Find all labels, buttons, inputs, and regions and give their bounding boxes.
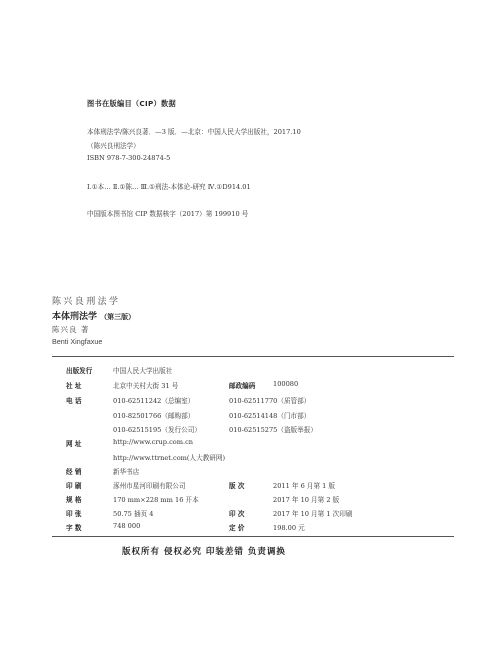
phone-left-1: 010-62511242（总编室） bbox=[113, 397, 195, 405]
website-1[interactable]: http://www.crup.com.cn bbox=[113, 438, 194, 446]
publisher-value: 中国人民大学出版社 bbox=[113, 367, 173, 375]
format-value: 170 mm×228 mm 16 开本 bbox=[113, 496, 199, 504]
impression-label: 印 次 bbox=[229, 510, 245, 518]
cip-isbn: ISBN 978-7-300-24874-5 bbox=[87, 154, 171, 162]
address-value: 北京中关村大街 31 号 bbox=[113, 382, 179, 390]
postcode-value: 100080 bbox=[273, 380, 299, 388]
word-count-value: 748 000 bbox=[113, 522, 141, 530]
printer-value: 涿州市星河印刷有限公司 bbox=[113, 482, 186, 490]
cip-heading: 图书在版编目（CIP）数据 bbox=[87, 99, 176, 108]
top-divider bbox=[52, 356, 454, 357]
address-label: 社 址 bbox=[66, 382, 82, 390]
book-edition: （第三版） bbox=[100, 313, 136, 321]
postcode-label: 邮政编码 bbox=[229, 382, 256, 390]
impression-value: 2017 年 10 月第 1 次印刷 bbox=[273, 510, 353, 518]
edition-label: 版 次 bbox=[229, 482, 245, 490]
bottom-divider bbox=[52, 536, 454, 537]
website-label: 网 址 bbox=[66, 440, 82, 448]
phone-right-2: 010-62514148（门市部） bbox=[229, 412, 311, 420]
book-title bbox=[52, 309, 135, 322]
cip-classification: Ⅰ.①本… Ⅱ.①陈… Ⅲ.①刑法-本体论-研究 Ⅳ.①D914.01 bbox=[87, 183, 251, 191]
price-value: 198.00 元 bbox=[273, 524, 305, 532]
phone-left-2: 010-82501766（邮购部） bbox=[113, 412, 195, 420]
copyright-slogan: 版权所有 侵权必究 印装差错 负责调换 bbox=[122, 547, 286, 557]
word-count-label: 字 数 bbox=[66, 524, 82, 532]
printer-label: 印 刷 bbox=[66, 482, 82, 490]
book-pinyin: Benti Xingfaxue bbox=[52, 337, 103, 346]
publisher-label: 出版发行 bbox=[66, 367, 93, 375]
sheets-value: 50.75 插页 4 bbox=[113, 510, 154, 518]
phone-right-3: 010-62515275（盗版举报） bbox=[229, 426, 317, 434]
phone-label: 电 话 bbox=[66, 397, 82, 405]
book-author: 陈兴良 著 bbox=[52, 325, 90, 334]
website-2[interactable]: http://www.ttrnet.com(人大教研网) bbox=[113, 454, 226, 462]
edition-first: 2011 年 6 月第 1 版 bbox=[273, 482, 336, 490]
edition-second: 2017 年 10 月第 2 版 bbox=[273, 496, 340, 504]
cip-line-1: 本体刑法学/陈兴良著．—3 版．—北京：中国人民大学出版社，2017.10 bbox=[87, 128, 301, 136]
book-title-text: 本体刑法学 bbox=[52, 312, 98, 322]
phone-left-3: 010-62515195（发行公司） bbox=[113, 426, 201, 434]
phone-right-1: 010-62511770（质管部） bbox=[229, 397, 311, 405]
series-name: 陈兴良刑法学 bbox=[52, 297, 121, 307]
cip-line-2: （陈兴良刑法学） bbox=[87, 142, 140, 150]
format-label: 规 格 bbox=[66, 496, 82, 504]
distributor-label: 经 销 bbox=[66, 468, 82, 476]
distributor-value: 新华书店 bbox=[113, 468, 140, 476]
price-label: 定 价 bbox=[229, 524, 245, 532]
sheets-label: 印 张 bbox=[66, 510, 82, 518]
cip-record-number: 中国版本图书馆 CIP 数据核字（2017）第 199910 号 bbox=[87, 210, 249, 218]
